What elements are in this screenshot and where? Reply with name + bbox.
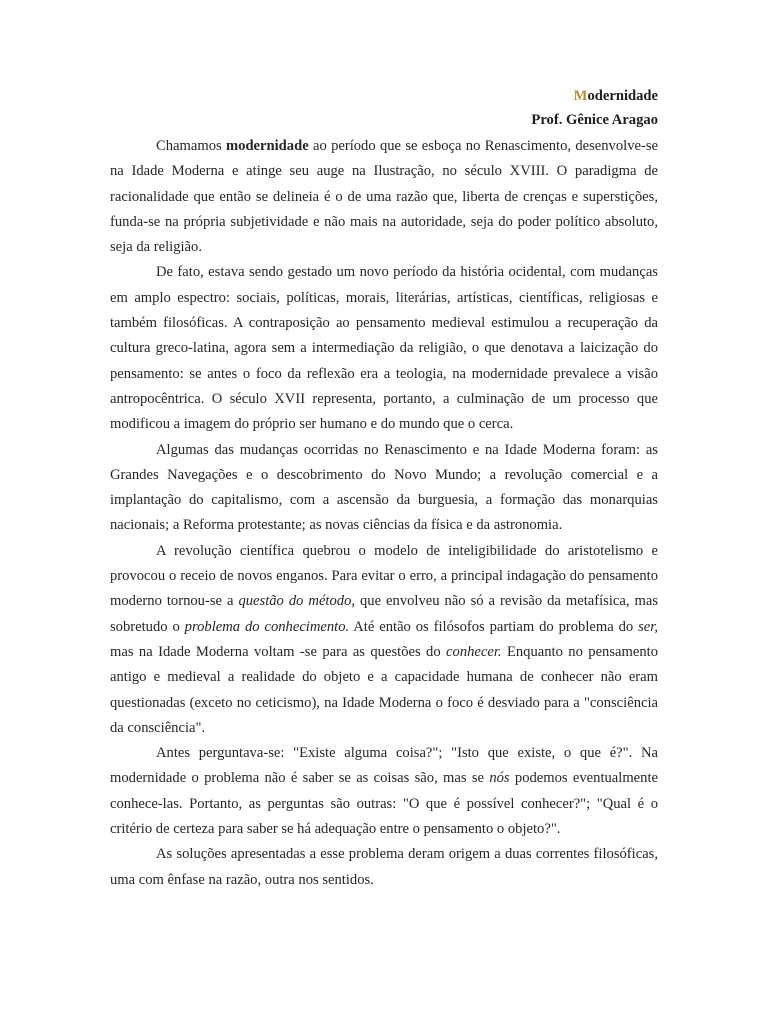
- p1-bold-term: modernidade: [225, 138, 309, 154]
- paragraph-3: Algumas das mudanças ocorridas no Renascimento e na Idade Moderna foram: as Grandes Navegações e o descobrimento do Novo Mundo; a revolução comercial e a implantação do capitalismo, com a ascensão da burguesia, a formação das monarquias nacionais; a Reforma protestante; as novas ciências da física e da astronomia.: [110, 441, 658, 534]
- p4-text-g: mas na Idade Moderna voltam -se para as questões do: [110, 643, 447, 660]
- p5-italic-nos: nós: [489, 770, 510, 787]
- p4-italic-ser: ser,: [638, 618, 658, 635]
- p4-italic-conhecer: conhecer.: [446, 643, 502, 660]
- paragraph-6: As soluções apresentadas a esse problema deram origem a duas correntes filosóficas, uma com ênfase na razão, outra nos sentidos.: [110, 846, 658, 888]
- title-rest: odernidade: [587, 88, 658, 104]
- p4-text-e: Até então os filósofos partiam do problema do: [349, 618, 639, 635]
- author-line: Prof. Gênice Aragao: [531, 112, 658, 128]
- p4-text-i: Enquanto no pensamento antigo e medieval a realidade do objeto e a capacidade humana de conhecer não eram questionadas (exceto no ceticismo), na Idade Moderna o foco é desviado para a "consciência da consciência".: [110, 643, 658, 736]
- p5-text-c: podemos eventualmente conhece-las. Portanto, as perguntas são outras: "O que é possível conhecer?"; "Qual é o critério de certeza para saber se há adequação entre o pensamento o objeto?".: [110, 770, 658, 838]
- p1-text-c: ao período que se esboça no Renascimento, desenvolve-se na Idade Moderna e atinge seu auge na Ilustração, no século XVIII. O paradigma de racionalidade que então se delineia é o de uma razão que, liberta de crenças e superstições, funda-se na própria subjetividade e não mais na autoridade, seja do poder político absoluto, seja da religião.: [110, 138, 658, 256]
- p4-italic-metodo: questão do método,: [238, 593, 356, 610]
- title-initial: M: [573, 88, 588, 104]
- p4-text-c: que envolveu não só a revisão da metafísica, mas sobretudo o: [110, 593, 659, 635]
- paragraph-4: [110, 539, 658, 741]
- p1-text-a: Chamamos: [156, 138, 226, 154]
- document-title: [110, 84, 658, 108]
- p4-italic-conhecimento: problema do conhecimento.: [184, 618, 350, 635]
- p4-text-a: A revolução científica quebrou o modelo de inteligibilidade do aristotelismo e provocou o receio de novos enganos. Para evitar o erro, a principal indagação do pensamento moderno tornou-se a: [110, 542, 658, 610]
- paragraph-1: [110, 134, 658, 260]
- document-page: [110, 84, 658, 893]
- paragraph-5: [110, 741, 658, 842]
- p5-text-a: Antes perguntava-se: "Existe alguma coisa?"; "Isto que existe, o que é?". Na modernidade o problema não é saber se as coisas são, mas se: [110, 745, 658, 787]
- paragraph-2: De fato, estava sendo gestado um novo período da história ocidental, com mudanças em amplo espectro: sociais, políticas, morais, literárias, artísticas, científicas, religiosas e também filosóficas. A contraposição ao pensamento medieval estimulou a recuperação da cultura greco-latina, agora sem a intermediação da religião, o que denotava a laicização do pensamento: se antes o foco da reflexão era a teologia, na modernidade prevalece a visão antropocêntrica. O século XVII representa, portanto, a culminação de um processo que modificou a imagem do próprio ser humano e do mundo que o cerca.: [110, 264, 658, 433]
